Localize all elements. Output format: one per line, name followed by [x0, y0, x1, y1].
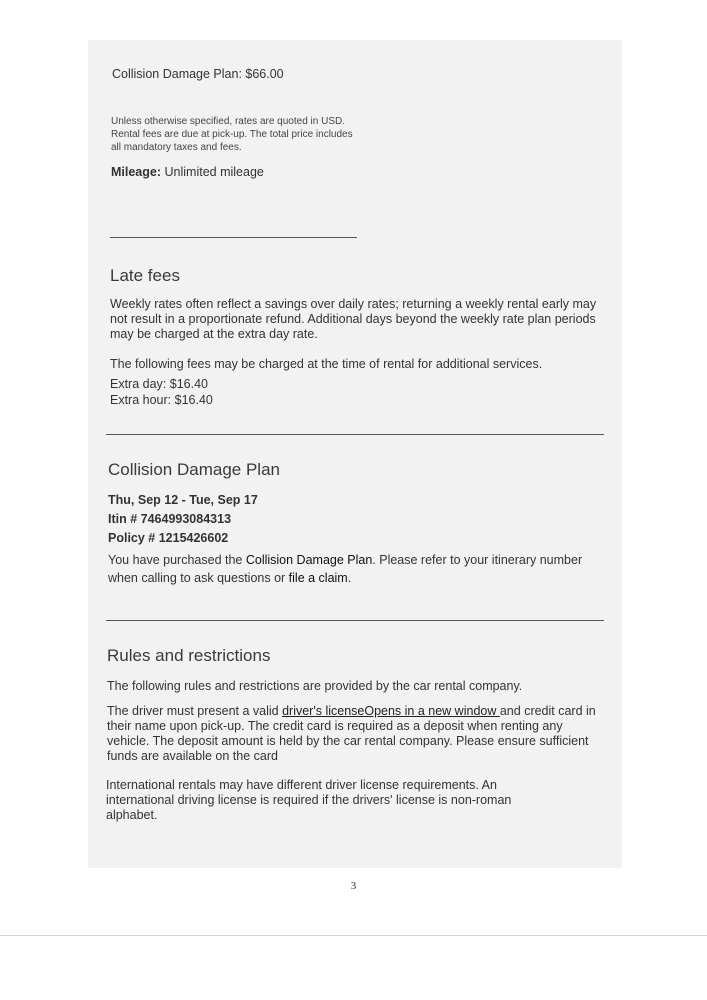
driver-text-after: and credit card in their name upon pick-up. The credit card is required as a deposit when renting any vehicle. The deposit amount is held by the car rental company. Please ensure sufficient funds are available on the card — [107, 704, 596, 763]
drivers-license-link[interactable]: driver's licenseOpens in a new window — [282, 704, 500, 718]
collision-plan-text — [108, 551, 590, 587]
services-note: The following fees may be charged at the time of rental for additional services. — [110, 357, 543, 371]
collision-fee-line: Collision Damage Plan: $66.00 — [112, 67, 284, 81]
late-fees-heading: Late fees — [110, 266, 180, 285]
collision-plan-heading: Collision Damage Plan — [108, 460, 280, 479]
divider — [110, 237, 357, 238]
driver-requirements — [107, 704, 603, 764]
rental-dates: Thu, Sep 12 - Tue, Sep 17 — [108, 493, 258, 507]
collision-text-end: . — [347, 571, 352, 585]
divider — [106, 434, 604, 435]
mileage-value: Unlimited mileage — [164, 165, 264, 179]
late-fees-paragraph: Weekly rates often reflect a savings over daily rates; returning a weekly rental early may not result in a proportionate refund. Additional days beyond the weekly rate plan periods may be charged at the extra day rate. — [110, 297, 597, 341]
international-requirements: International rentals may have different driver license requirements. An international driving license is required if the drivers' license is non-roman alphabet. — [106, 778, 512, 822]
file-claim-link[interactable]: file a claim — [288, 571, 348, 585]
rules-heading: Rules and restrictions — [107, 646, 271, 665]
page-edge — [0, 935, 707, 936]
extra-hour-fee: Extra hour: $16.40 — [110, 393, 213, 407]
mileage-label: Mileage: — [111, 165, 162, 179]
extra-day-fee: Extra day: $16.40 — [110, 377, 208, 391]
collision-text-middle: . Please refer to your itinerary number when calling to ask questions or — [108, 553, 583, 585]
plan-name-link[interactable]: Collision Damage Plan — [245, 553, 373, 567]
mileage-line — [111, 165, 264, 179]
rate-fine-print: Unless otherwise specified, rates are quoted in USD. Rental fees are due at pick-up. The total price includes all mandatory taxes and fees. — [111, 116, 353, 153]
page-number: 3 — [350, 880, 357, 892]
itinerary-number: Itin # 7464993084313 — [108, 512, 232, 526]
rules-intro: The following rules and restrictions are provided by the car rental company. — [107, 679, 523, 693]
policy-number: Policy # 1215426602 — [108, 531, 229, 545]
collision-text-before: You have purchased the — [108, 553, 246, 567]
divider — [106, 620, 604, 621]
driver-text-before: The driver must present a valid — [107, 704, 283, 718]
